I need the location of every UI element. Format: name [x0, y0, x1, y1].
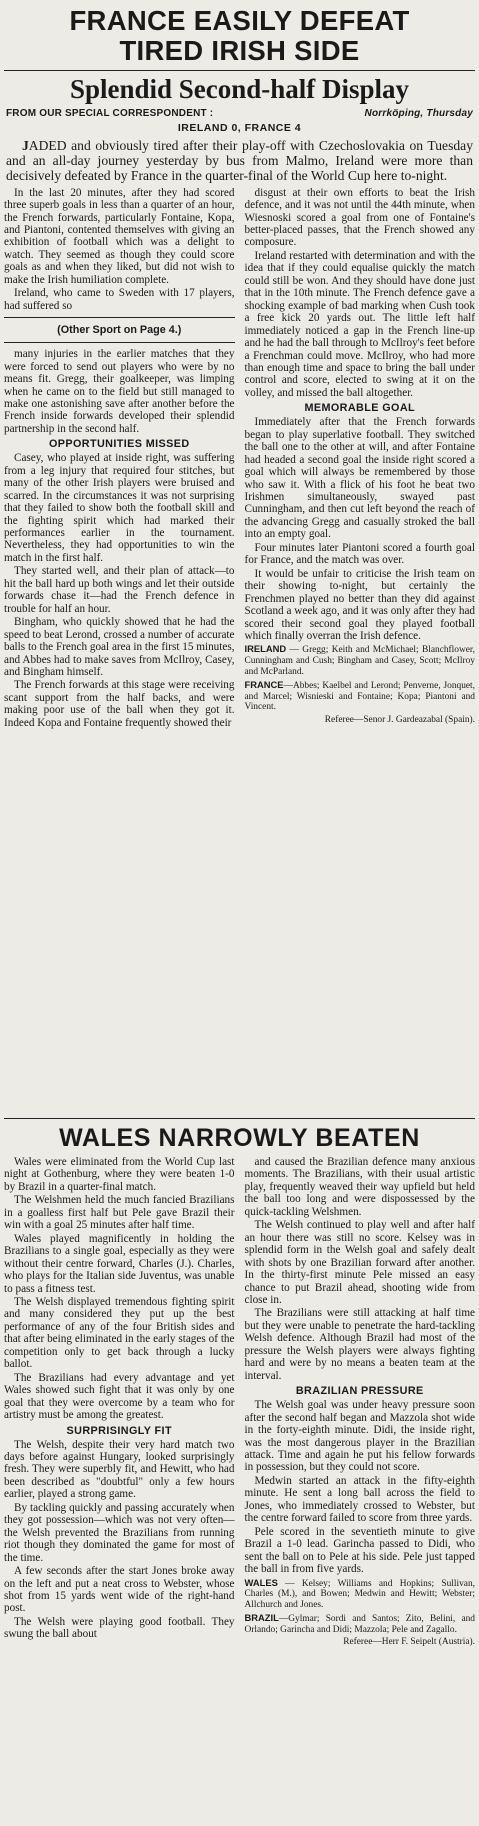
team-players: Gregg; Keith and McMichael; Blanchflower, Cunningham and Cush; Bingham and Casey, Scott; McIlroy and McParland.	[244, 645, 475, 678]
paragraph: The Welsh continued to play well and after half an hour there was still no score. Kelsey was in splendid form in the Welsh goal and safely dealt with shots by one Brazilian forward after another. In the thirty-first minute Pele missed an easy chance to put Brazil ahead, shooting wide from close in.	[244, 1219, 475, 1306]
team-list-france: FRANCE—Abbes; Kaelbel and Lerond; Penverne, Jonquet, and Marcel; Wisnieski and Fontaine; Kopa; Piantoni and Vincent.	[244, 678, 475, 713]
newspaper-page	[4, 4, 475, 1818]
dateline: Norrköping, Thursday	[364, 108, 473, 119]
paragraph: The Welsh displayed tremendous fighting spirit and many considered they put up the best performance of any of the four British sides and that after being eliminated in the early stages of the competition only to get back through a lucky ballot.	[4, 1295, 235, 1371]
story1-column-right	[245, 187, 476, 729]
headline-line-2: TIRED IRISH SIDE	[119, 35, 360, 66]
team-label: IRELAND	[244, 643, 287, 655]
headline-line-1: FRANCE EASILY DEFEAT	[69, 5, 410, 36]
paragraph: The Welsh, despite their very hard match two days before against Hungary, looked surprisingly fresh. They were superbly fit, and Hewitt, who had been described as "doubtful" only a few hours earlier, played a strong game.	[4, 1438, 235, 1501]
team-list-wales: WALES — Kelsey; Williams and Hopkins; Sullivan, Charles (M.), and Bowen; Medwin and Hewitt; Webster; Allchurch and Jones.	[244, 1576, 475, 1611]
team-label: BRAZIL	[244, 1611, 279, 1623]
team-players: Kelsey; Williams and Hopkins; Sullivan, Charles (M.), and Bowen; Medwin and Hewitt; Webster; Allchurch and Jones.	[244, 1578, 475, 1611]
paragraph: A few seconds after the start Jones broke away on the left and put a neat cross to Webster, whose shot from 15 yards went wide of the right-hand post.	[4, 1565, 235, 1615]
team-players: Gylmar; Sordi and Santos; Zito, Belini, and Orlando; Garincha and Didi; Mazzola; Pele and Zagallo.	[244, 1613, 475, 1635]
lead-paragraph	[6, 138, 473, 184]
other-sport-notice: (Other Sport on Page 4.)	[4, 317, 235, 343]
paragraph: They started well, and their plan of attack—to hit the ball hard up both wings and let their outside forwards chase it—had the French defence in trouble for half an hour.	[4, 565, 235, 615]
paragraph: Wales played magnificently in holding the Brazilians to a single goal, especially as they were without their centre forward, Charles (J.). Charles, who plays for the Italian side Juventus, was unable to pass a fitness test.	[4, 1232, 235, 1295]
referee-line: Referee—Herr F. Seipelt (Austria).	[343, 1637, 475, 1648]
paragraph: Immediately after that the French forwards began to play superlative football. They switched the ball one to the other at will, and after Fontaine had headed a second goal the inside right scored a goal which will always be remembered by those who saw it. With a flick of his foot he beat two Irishmen simultaneously, swayed past Cunningham, and then cut left beyond the reach of the advancing Gregg and casually stroked the ball into an empty goal.	[244, 416, 475, 541]
story1-column-left	[4, 187, 235, 731]
team-players: Abbes; Kaelbel and Lerond; Penverne, Jonquet, and Marcel; Wisnieski and Fontaine; Kopa; Piantoni and Vincent.	[244, 680, 475, 713]
wales-headline: WALES NARROWLY BEATEN	[4, 1118, 475, 1153]
france-ireland-story	[4, 4, 475, 1116]
story2-columns	[4, 1156, 475, 1651]
paragraph: It would be unfair to criticise the Irish team on their showing to-night, but certainly the Frenchmen played no better than they did against Scotland a week ago, and it was only after they had scored their second goal they played football which finally overran the Irish defence.	[244, 567, 475, 643]
story1-columns	[4, 187, 475, 731]
paragraph: The Welsh goal was under heavy pressure soon after the second half began and Mazzola shot wide in the forty-eighth minute. Didi, the inside right, was the most dangerous player in the Brazilian attack. Time and again he put his fellow forwards in possession, but they could not score.	[244, 1399, 475, 1474]
team-label: WALES	[244, 1576, 278, 1588]
paragraph: Ireland, who came to Sweden with 17 players, had suffered so	[4, 287, 235, 312]
paragraph: Ireland restarted with determination and with the idea that if they could equalise quickly the match could still be won. And they should have done just that in the 10th minute. The French defence gave a shocking example of bad marking when Cush took a free kick 20 yards out. The little left half immediately noticed a gap in the French line-up and he had the ball through to McIlroy's feet before a Frenchman could move. McIlroy, who had more than enough time and space to bring the ball under control and score, elected to swing at it on the volley, and missed the ball altogether.	[244, 249, 475, 399]
team-label: FRANCE	[244, 678, 284, 690]
lead-dropcap: J	[22, 138, 29, 153]
byline-text: FROM OUR SPECIAL CORRESPONDENT :	[6, 108, 214, 119]
paragraph: Bingham, who quickly showed that he had the speed to beat Lerond, crossed a number of accurate balls to the French goal area in the first 15 minutes, and Abbes had to make saves from McIlroy, Casey, and Bingham himself.	[4, 616, 235, 679]
paragraph: Medwin started an attack in the fifty-eighth minute. He sent a long ball across the field to Jones, who immediately crossed to Webster, but the centre forward failed to score from three yards.	[244, 1474, 475, 1525]
paragraph: By tackling quickly and passing accurately when they got possession—which was not very often—the Welsh prevented the Brazilians from running riot though they dominated the game for most of the time.	[4, 1501, 235, 1564]
subhead-opportunities-missed: OPPORTUNITIES MISSED	[48, 438, 190, 451]
score-line: IRELAND 0, FRANCE 4	[177, 122, 302, 134]
paragraph: The French forwards at this stage were receiving scant support from the half backs, and were making poor use of the ball when they got it. Indeed Kopa and Fontaine frequently showed their	[4, 679, 235, 729]
paragraph: many injuries in the earlier matches that they were forced to send out players who were by no means fit. Gregg, their goalkeeper, was limping when he came on to the field but still managed to make one astonishing save after another before the French inside forwards developed their splendid partnership in the second half.	[4, 348, 235, 435]
paragraph: The Brazilians were still attacking at half time but they were unable to penetrate the hard-tackling Welsh defence. Although Brazil had most of the pressure the Welsh players were always fighting hard and were by no means a beaten team at the interval.	[244, 1307, 475, 1382]
paragraph: The Welshmen held the much fancied Brazilians in a goalless first half but Pele gave Brazil their win with a goal 25 minutes after half time.	[4, 1194, 235, 1232]
paragraph: Casey, who played at inside right, was suffering from a leg injury that required four stitches, but many of the other Irish players were bruised and scarred. In the circumstances it was not surprising that they failed to show both the football skill and the fighting spirit which had marked their performances earlier in the tournament. Nevertheless, they had opportunities to win the match in the first half.	[4, 452, 235, 564]
paragraph: The Welsh were playing good football. They swung the ball about	[4, 1615, 235, 1641]
subhead-brazilian-pressure: BRAZILIAN PRESSURE	[295, 1385, 424, 1398]
headline-rule	[4, 70, 475, 71]
paragraph: Pele scored in the seventieth minute to give Brazil a 1-0 lead. Garincha passed to Didi, who sent the ball on to Pele at his side. Pele just tapped the ball in from five yards.	[244, 1525, 475, 1576]
subhead-surprisingly-fit: SURPRISINGLY FIT	[66, 1424, 172, 1437]
paragraph: Wales were eliminated from the World Cup last night at Gothenburg, where they were beaten 1-0 by Brazil in a quarter-final match.	[4, 1156, 235, 1193]
subheadline: Splendid Second-half Display	[69, 74, 410, 104]
paragraph: The Brazilians had every advantage and yet Wales showed such fight that it was only by one goal that they were overcome by a team who for artistry must be among the greatest.	[4, 1371, 235, 1422]
byline	[6, 108, 473, 119]
paragraph: In the last 20 minutes, after they had scored three superb goals in less than a quarter of an hour, the French forwards, particularly Fontaine, Kopa, and Piantoni, contented themselves with giving an exhibition of football which was a delight to watch. They seemed as though they could score goals as and when they liked, but did not wish to make the Irish humiliation complete.	[4, 186, 235, 286]
story2-column-left	[4, 1156, 235, 1642]
subhead-memorable-goal: MEMORABLE GOAL	[304, 402, 416, 415]
referee-line: Referee—Senor J. Gardeazabal (Spain).	[324, 715, 475, 726]
paragraph: and caused the Brazilian defence many anxious moments. The Brazilians, with their usual artistic play, frequently weaved their way upfield but held the ball too long and were dispossessed by the quick-tackling Welshmen.	[244, 1156, 475, 1218]
lead-text: ADED and obviously tired after their play-off with Czechoslovakia on Tuesday and an all-day journey yesterday by bus from Malmo, Ireland were more than decisively defeated by France in the quarter-final of the World Cup here to-night.	[6, 138, 473, 184]
paragraph: disgust at their own efforts to beat the Irish defence, and it was not until the 44th minute, when Wiesnoski scored a goal from one of Fontaine's better-placed passes, that the French showed any composure.	[244, 186, 475, 249]
story2-column-right	[245, 1156, 476, 1651]
team-list-ireland: IRELAND — Gregg; Keith and McMichael; Blanchflower, Cunningham and Cush; Bingham and Casey, Scott; McIlroy and McParland.	[244, 643, 475, 678]
team-list-brazil: BRAZIL—Gylmar; Sordi and Santos; Zito, Belini, and Orlando; Garincha and Didi; Mazzola; Pele and Zagallo.	[244, 1611, 475, 1635]
wales-brazil-story	[4, 1116, 475, 1691]
paragraph: Four minutes later Piantoni scored a fourth goal for France, and the match was over.	[244, 541, 475, 567]
